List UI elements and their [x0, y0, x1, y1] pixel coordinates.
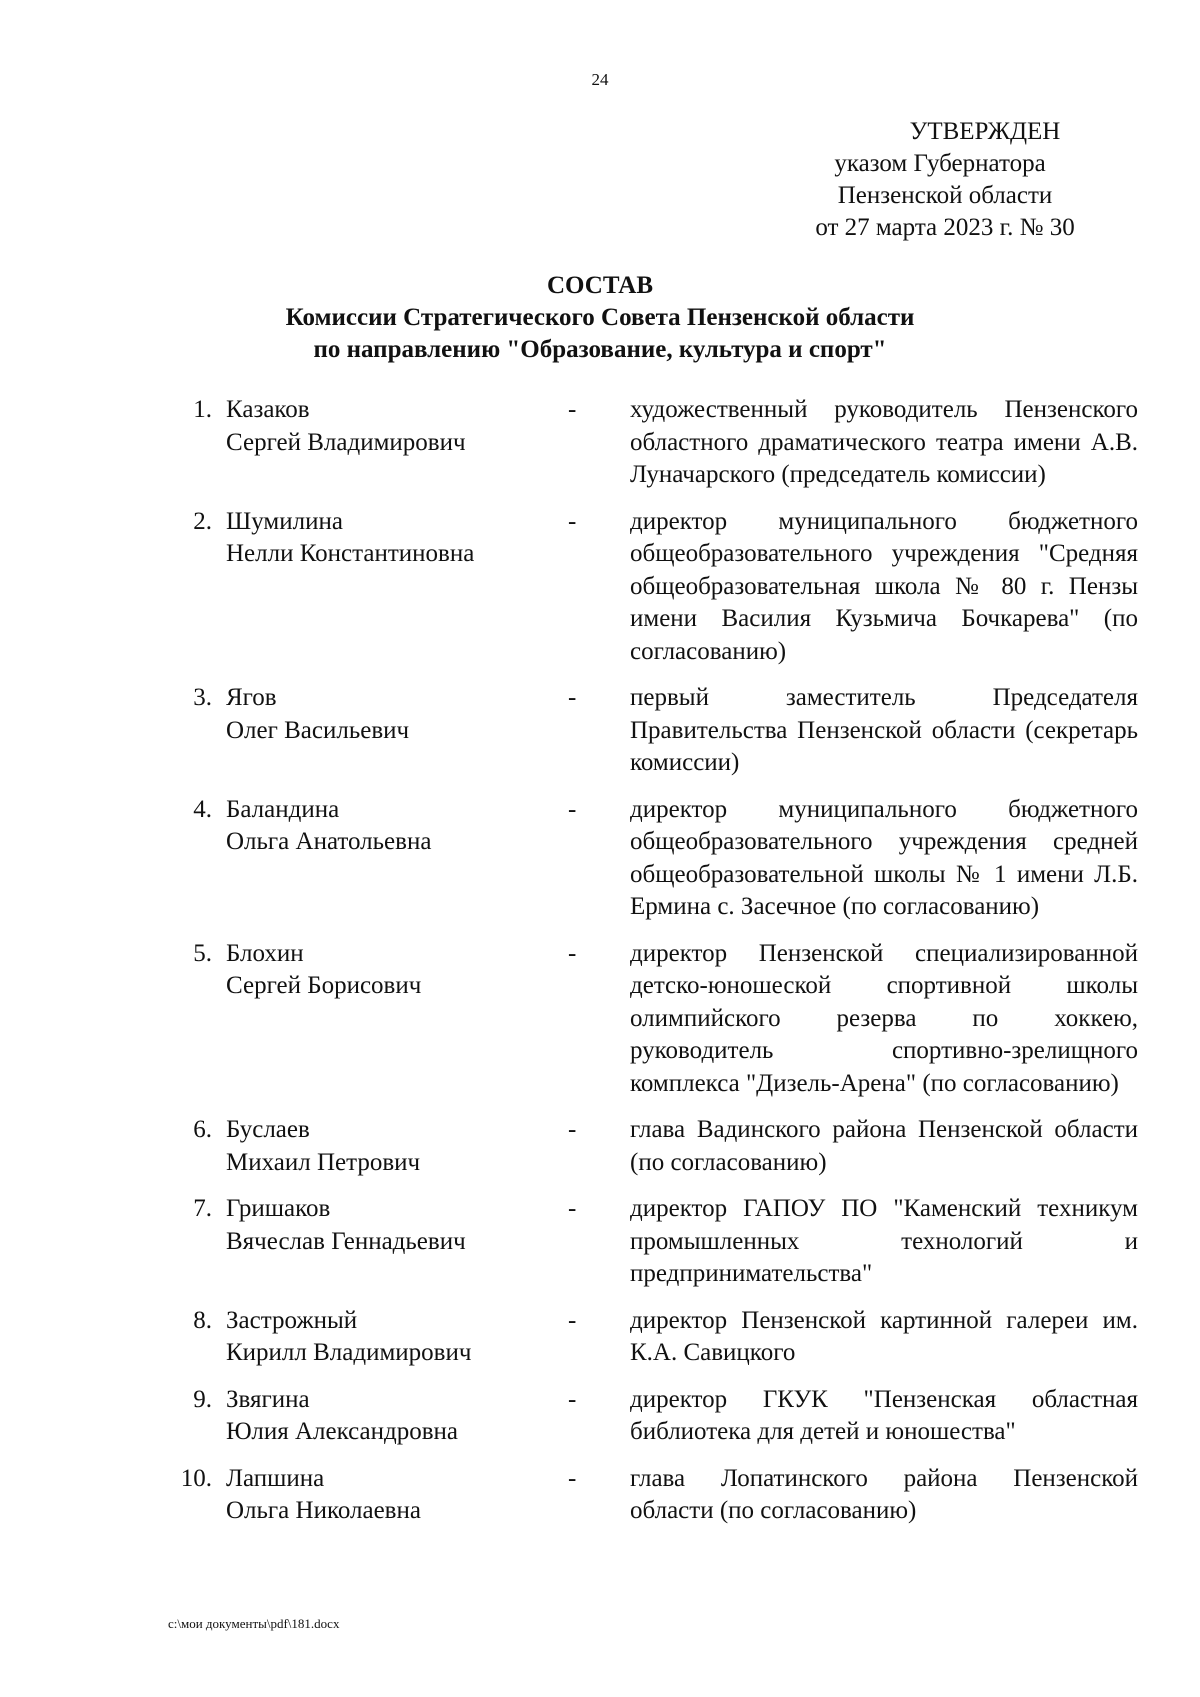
member-number: 6.	[193, 1116, 212, 1143]
member-position: художественный руководитель Пензенского областного драматического театра имени А.В. Луначарского (председатель комиссии)	[630, 396, 1138, 488]
member-surname: Баландина	[226, 795, 340, 823]
member-surname: Ягов	[226, 684, 277, 711]
member-surname: Звягина	[226, 1385, 310, 1413]
member-surname: Гришаков	[226, 1195, 331, 1222]
approval-region: Пензенской области	[837, 182, 1053, 209]
member-number: 4.	[193, 795, 212, 823]
member-position: директор Пензенской картинной галереи им. К.А. Савицкого	[630, 1306, 1138, 1366]
member-number: 1.	[193, 396, 212, 423]
file-path-footer: c:\мои документы\pdf\181.docx	[168, 1616, 340, 1631]
member-name	[212, 1114, 556, 1179]
member-position: директор муниципального бюджетного общеобразовательного учреждения средней общеобразовательной школы № 1 имени Л.Б. Ермина с. Засечное (по согласованию)	[630, 795, 1138, 920]
approval-date: от 27 марта 2023 г. № 30	[815, 214, 1075, 241]
member-name	[212, 794, 556, 924]
member-dash: -	[568, 795, 577, 823]
member-name	[212, 1384, 556, 1449]
member-number: 2.	[193, 507, 212, 535]
member-given-names: Сергей Владимирович	[226, 428, 466, 456]
member-given-names: Вячеслав Геннадьевич	[226, 1227, 466, 1255]
member-name	[212, 394, 556, 492]
title-direction: по направлению "Образование, культура и спорт"	[313, 336, 887, 363]
member-name	[212, 682, 556, 780]
member-dash: -	[568, 1385, 577, 1413]
member-given-names: Кирилл Владимирович	[226, 1339, 472, 1366]
member-dash: -	[568, 939, 577, 967]
approval-by: указом Губернатора	[834, 150, 1046, 177]
member-position: директор ГКУК "Пензенская областная библиотека для детей и юношества"	[630, 1385, 1138, 1445]
members-list	[168, 394, 1138, 1542]
member-given-names: Михаил Петрович	[226, 1148, 421, 1176]
list-item	[168, 1463, 1138, 1528]
member-given-names: Сергей Борисович	[226, 972, 422, 999]
list-item	[168, 1193, 1138, 1291]
member-surname: Блохин	[226, 939, 304, 967]
member-surname: Казаков	[226, 396, 310, 423]
member-dash: -	[568, 1116, 577, 1143]
member-position: директор муниципального бюджетного общеобразовательного учреждения "Средняя общеобразовательная школа № 80 г. Пензы имени Василия Кузьмича Бочкарева" (по согласованию)	[630, 507, 1138, 665]
member-surname: Шумилина	[226, 507, 343, 535]
member-given-names: Ольга Анатольевна	[226, 828, 432, 855]
member-number: 9.	[193, 1385, 212, 1413]
list-item	[168, 938, 1138, 1101]
member-position: директор ГАПОУ ПО "Каменский техникум промышленных технологий и предпринимательства"	[630, 1195, 1138, 1287]
member-position: первый заместитель Председателя Правительства Пензенской области (секретарь комиссии)	[630, 684, 1138, 776]
list-item	[168, 1305, 1138, 1370]
member-surname: Застрожный	[226, 1306, 358, 1334]
page-number: 24	[591, 70, 609, 89]
member-given-names: Юлия Александровна	[226, 1418, 458, 1445]
member-position: глава Вадинского района Пензенской области (по согласованию)	[630, 1116, 1138, 1176]
member-name	[212, 506, 556, 669]
member-number: 8.	[193, 1306, 212, 1334]
member-number: 10.	[180, 1464, 212, 1492]
member-dash: -	[568, 1306, 577, 1334]
approval-stamp	[760, 116, 1120, 244]
list-item	[168, 682, 1138, 780]
title-heading: СОСТАВ	[546, 272, 654, 299]
list-item	[168, 794, 1138, 924]
member-surname: Буслаев	[226, 1116, 310, 1143]
member-dash: -	[568, 684, 577, 711]
member-given-names: Нелли Константиновна	[226, 540, 475, 567]
list-item	[168, 1384, 1138, 1449]
member-name	[212, 938, 556, 1101]
member-given-names: Олег Васильевич	[226, 716, 410, 744]
member-position: глава Лопатинского района Пензенской области (по согласованию)	[630, 1464, 1138, 1524]
member-name	[212, 1463, 556, 1528]
member-given-names: Ольга Николаевна	[226, 1497, 421, 1524]
member-name	[212, 1193, 556, 1291]
member-name	[212, 1305, 556, 1370]
list-item	[168, 394, 1138, 492]
member-dash: -	[568, 396, 577, 423]
list-item	[168, 1114, 1138, 1179]
member-dash: -	[568, 1195, 577, 1222]
member-number: 3.	[193, 684, 212, 711]
title-commission: Комиссии Стратегического Совета Пензенской области	[285, 304, 915, 331]
member-number: 5.	[193, 939, 212, 967]
member-position: директор Пензенской специализированной детско-юношеской спортивной школы олимпийского резерва по хоккею, руководитель спортивно-зрелищного комплекса "Дизель-Арена" (по согласованию)	[630, 939, 1138, 1097]
member-surname: Лапшина	[226, 1464, 325, 1492]
document-title	[0, 270, 1200, 366]
approval-title: УТВЕРЖДЕН	[909, 118, 1061, 145]
member-dash: -	[568, 1464, 577, 1492]
member-dash: -	[568, 507, 577, 535]
member-number: 7.	[193, 1195, 212, 1222]
list-item	[168, 506, 1138, 669]
